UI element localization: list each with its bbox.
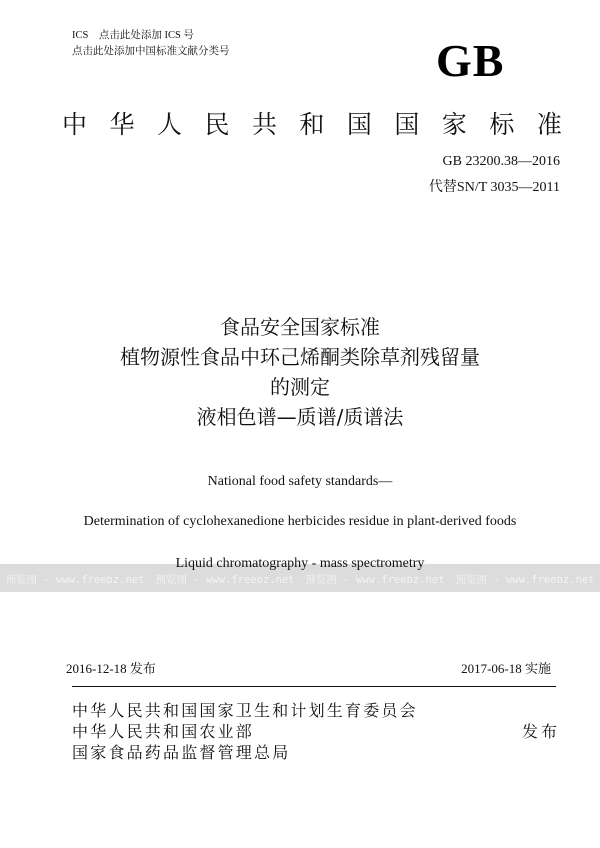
issuer-org: 中华人民共和国国家卫生和计划生育委员会 — [72, 701, 418, 720]
ccs-number-field[interactable]: 点击此处添加中国标准文献分类号 — [72, 46, 230, 57]
watermark-text: 预览图 - www.freebz.net — [455, 573, 595, 586]
standard-number: GB 23200.38—2016 — [442, 154, 560, 169]
english-title-line-3: Liquid chromatography - mass spectrometry — [175, 556, 425, 571]
heading-char: 国 — [394, 110, 420, 139]
publish-label: 发布 — [522, 722, 561, 741]
title-line-1: 食品安全国家标准 — [220, 315, 380, 339]
standard-number-block — [429, 149, 560, 201]
heading-char: 准 — [536, 110, 562, 139]
english-title-line-1: National food safety standards— — [207, 474, 393, 489]
implementation-date: 2017-06-18 实施 — [461, 661, 551, 676]
heading-char: 标 — [489, 110, 515, 139]
issuer-org: 中华人民共和国农业部 — [72, 722, 255, 741]
classification-block — [72, 28, 230, 60]
watermark-text: 预览图 - www.freebz.net — [5, 573, 145, 586]
heading-char: 人 — [156, 110, 182, 139]
heading-char: 共 — [251, 110, 277, 139]
heading-char: 国 — [346, 110, 372, 139]
issuer-org: 国家食品药品监督管理总局 — [72, 743, 291, 762]
heading-char: 家 — [441, 110, 467, 139]
heading-char: 和 — [299, 110, 325, 139]
national-standard-heading — [62, 108, 562, 142]
ics-number-field[interactable]: ICS 点击此处添加 ICS 号 — [72, 30, 194, 41]
issue-date: 2016-12-18 发布 — [66, 661, 156, 676]
chinese-title — [0, 312, 600, 432]
english-title-line-2: Determination of cyclohexanedione herbicides residue in plant-derived foods — [83, 514, 517, 529]
heading-char: 民 — [204, 110, 230, 139]
issuing-authorities — [72, 700, 418, 763]
watermark-text: 预览图 - www.freebz.net — [155, 573, 295, 586]
title-line-2: 植物源性食品中环己烯酮类除草剂残留量 — [120, 345, 480, 369]
title-line-3: 的测定 — [270, 375, 330, 399]
replaces-standard: 代替SN/T 3035—2011 — [428, 180, 560, 195]
dates-row — [66, 658, 551, 677]
heading-char: 华 — [109, 110, 135, 139]
watermark-text: 预览图 - www.freebz.net — [305, 573, 445, 586]
gb-logo: GB — [436, 35, 505, 86]
heading-char: 中 — [62, 110, 88, 139]
divider-line — [72, 686, 556, 687]
title-line-4: 液相色谱—质谱/质谱法 — [196, 405, 404, 429]
